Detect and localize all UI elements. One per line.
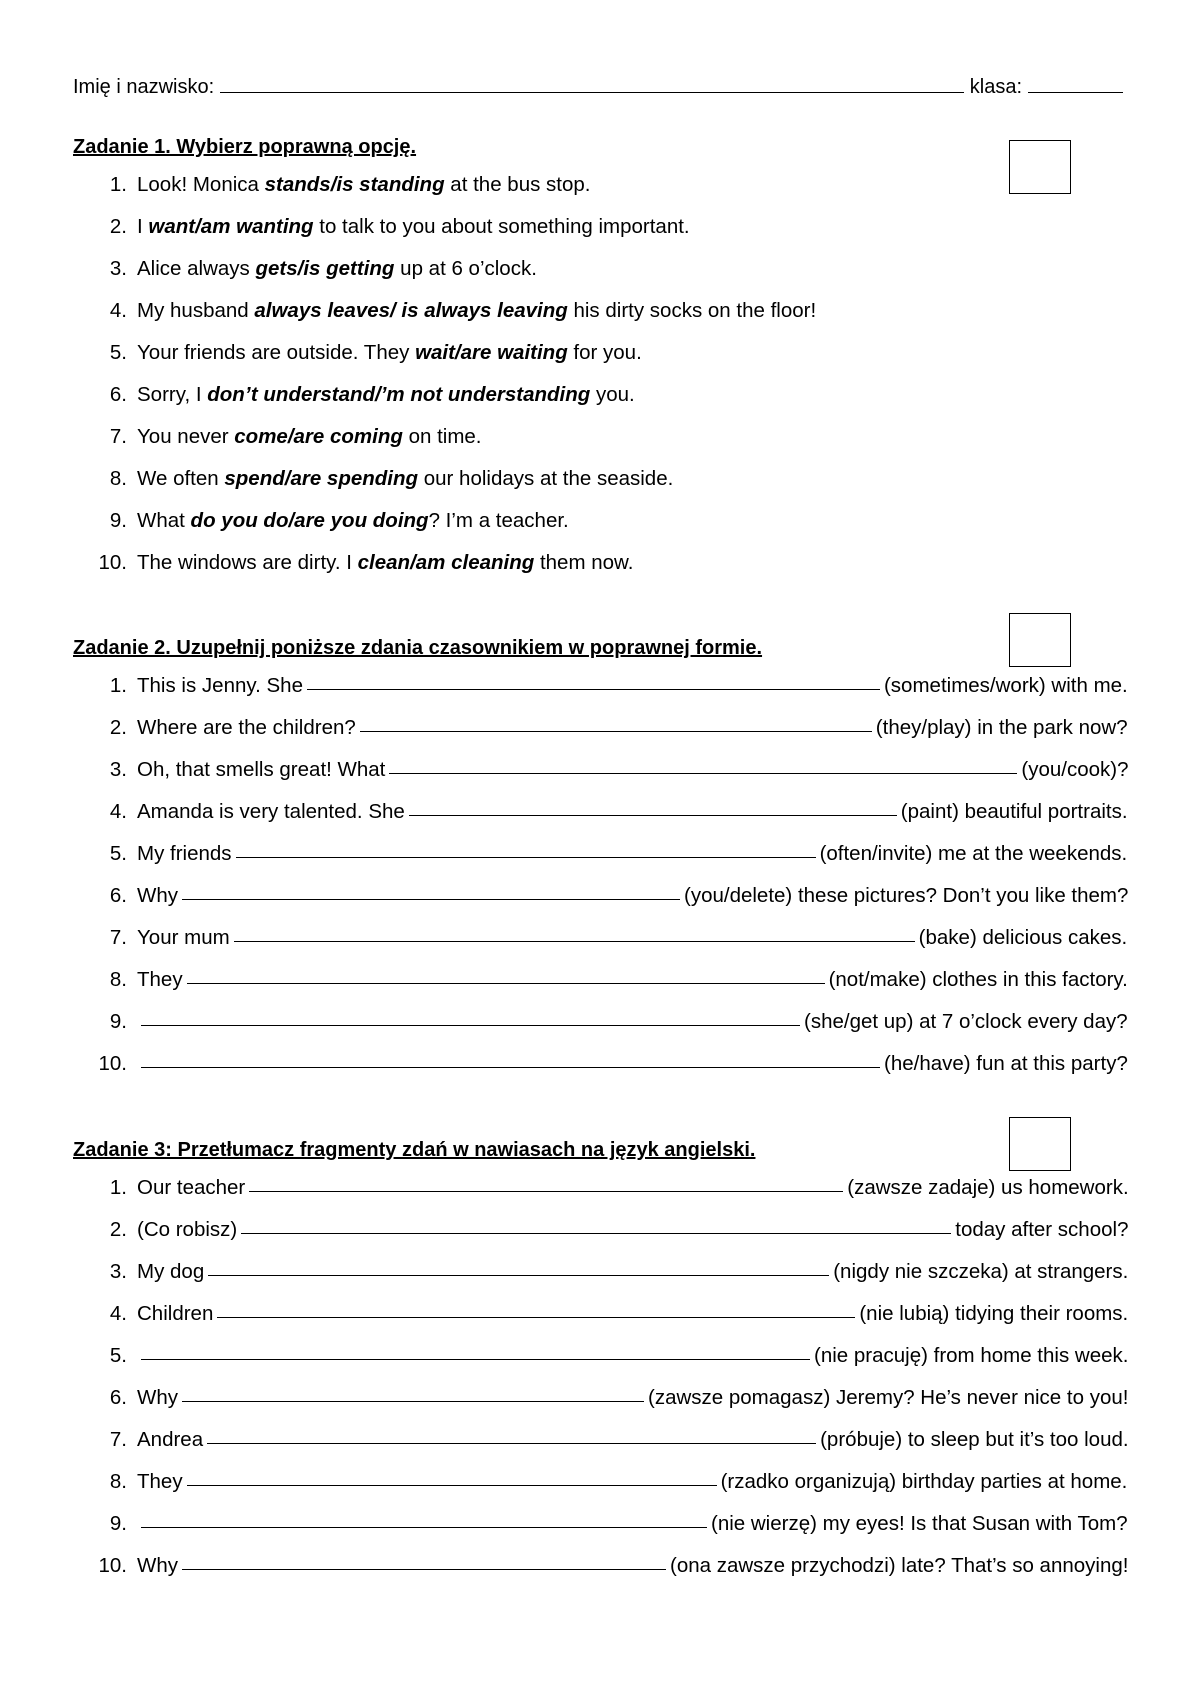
sentence-start: My dog bbox=[137, 1260, 205, 1283]
answer-blank[interactable] bbox=[208, 1251, 829, 1276]
item-number: 10. bbox=[98, 1554, 127, 1577]
sentence-start: Oh, that smells great! What bbox=[137, 758, 386, 781]
sentence-end: you. bbox=[590, 383, 635, 406]
list-item bbox=[73, 1503, 1133, 1545]
sentence-start: Your mum bbox=[137, 926, 230, 949]
item-number: 2. bbox=[109, 1218, 127, 1241]
item-number: 6. bbox=[109, 884, 127, 907]
item-number: 3. bbox=[109, 1260, 127, 1283]
sentence-start: (Co robisz) bbox=[137, 1218, 238, 1241]
list-item bbox=[73, 374, 1133, 416]
sentence-end: for you. bbox=[567, 341, 642, 364]
answer-blank[interactable] bbox=[307, 665, 880, 690]
answer-blank[interactable] bbox=[141, 1335, 810, 1360]
sentence-end: (rzadko organizują) birthday parties at home. bbox=[720, 1470, 1128, 1493]
sentence-start: I bbox=[137, 215, 149, 238]
item-number: 7. bbox=[109, 926, 127, 949]
task-1-title: Zadanie 1. Wybierz poprawną opcję. bbox=[73, 136, 417, 158]
list-item bbox=[73, 665, 1133, 707]
sentence-start: Alice always bbox=[137, 257, 256, 280]
list-item bbox=[73, 206, 1133, 248]
sentence-end: on time. bbox=[402, 425, 482, 448]
sentence-end: our holidays at the seaside. bbox=[418, 467, 674, 490]
sentence-start: Why bbox=[137, 1386, 178, 1409]
item-number: 9. bbox=[109, 509, 127, 532]
answer-blank[interactable] bbox=[236, 833, 816, 858]
item-number: 4. bbox=[109, 800, 127, 823]
list-item bbox=[73, 917, 1133, 959]
sentence-end: up at 6 o’clock. bbox=[394, 257, 537, 280]
sentence-start: My friends bbox=[137, 842, 232, 865]
item-sentence bbox=[137, 458, 673, 500]
item-number: 8. bbox=[109, 467, 127, 490]
sentence-start: They bbox=[137, 968, 183, 991]
sentence-start: Sorry, I bbox=[137, 383, 208, 406]
answer-blank[interactable] bbox=[217, 1293, 855, 1318]
item-number: 10. bbox=[98, 551, 127, 574]
list-item bbox=[73, 164, 1133, 206]
list-item bbox=[73, 1545, 1133, 1587]
sentence-end: (zawsze zadaje) us homework. bbox=[847, 1176, 1129, 1199]
list-item bbox=[73, 290, 1133, 332]
sentence-start: Amanda is very talented. She bbox=[137, 800, 405, 823]
item-number: 4. bbox=[109, 1302, 127, 1325]
sentence-start: They bbox=[137, 1470, 183, 1493]
sentence-end: (she/get up) at 7 o’clock every day? bbox=[804, 1010, 1128, 1033]
sentence-end: (nigdy nie szczeka) at strangers. bbox=[833, 1260, 1129, 1283]
sentence-end: (zawsze pomagasz) Jeremy? He’s never nice to you! bbox=[648, 1386, 1129, 1409]
answer-blank[interactable] bbox=[141, 1043, 880, 1068]
item-sentence bbox=[137, 164, 590, 206]
item-number: 2. bbox=[109, 215, 127, 238]
sentence-end: (often/invite) me at the weekends. bbox=[819, 842, 1128, 865]
list-item bbox=[73, 749, 1133, 791]
item-sentence bbox=[137, 500, 569, 542]
item-number: 3. bbox=[109, 257, 127, 280]
sentence-end: to talk to you about something important. bbox=[313, 215, 690, 238]
sentence-start: The windows are dirty. I bbox=[137, 551, 358, 574]
answer-blank[interactable] bbox=[409, 791, 897, 816]
item-number: 9. bbox=[109, 1010, 127, 1033]
sentence-end: today after school? bbox=[955, 1218, 1129, 1241]
sentence-start: Why bbox=[137, 884, 178, 907]
item-number: 4. bbox=[109, 299, 127, 322]
task-2-score-box[interactable] bbox=[1009, 613, 1071, 667]
item-number: 7. bbox=[109, 1428, 127, 1451]
task-2-list bbox=[73, 665, 1133, 1085]
sentence-start: Our teacher bbox=[137, 1176, 246, 1199]
answer-blank[interactable] bbox=[207, 1419, 816, 1444]
list-item bbox=[73, 1377, 1133, 1419]
sentence-end: (nie wierzę) my eyes! Is that Susan with Tom? bbox=[711, 1512, 1128, 1535]
name-label: Imię i nazwisko: bbox=[73, 76, 215, 98]
answer-blank[interactable] bbox=[249, 1167, 843, 1192]
item-sentence bbox=[137, 332, 642, 374]
item-number: 8. bbox=[109, 968, 127, 991]
answer-blank[interactable] bbox=[187, 1461, 717, 1486]
sentence-end: (paint) beautiful portraits. bbox=[900, 800, 1128, 823]
sentence-start: Where are the children? bbox=[137, 716, 356, 739]
task-2-section bbox=[73, 631, 1133, 1085]
item-number: 2. bbox=[109, 716, 127, 739]
answer-blank[interactable] bbox=[141, 1503, 707, 1528]
sentence-end: at the bus stop. bbox=[444, 173, 591, 196]
answer-options[interactable]: come/are coming bbox=[234, 425, 403, 448]
answer-blank[interactable] bbox=[241, 1209, 951, 1234]
list-item bbox=[73, 791, 1133, 833]
class-field[interactable] bbox=[1028, 74, 1123, 93]
item-number: 8. bbox=[109, 1470, 127, 1493]
sentence-start: Your friends are outside. They bbox=[137, 341, 416, 364]
list-item bbox=[73, 1167, 1133, 1209]
task-3-list bbox=[73, 1167, 1133, 1587]
answer-blank[interactable] bbox=[389, 749, 1017, 774]
sentence-end: ? I’m a teacher. bbox=[428, 509, 569, 532]
sentence-start: We often bbox=[137, 467, 225, 490]
list-item bbox=[73, 1209, 1133, 1251]
answer-options[interactable]: do you do/are you doing bbox=[190, 509, 429, 532]
item-sentence bbox=[137, 206, 690, 248]
sentence-end: (you/delete) these pictures? Don’t you like them? bbox=[684, 884, 1129, 907]
task-1-section bbox=[73, 130, 1133, 584]
sentence-end: (they/play) in the park now? bbox=[875, 716, 1128, 739]
item-sentence bbox=[137, 248, 537, 290]
item-sentence bbox=[137, 374, 635, 416]
sentence-end: (he/have) fun at this party? bbox=[884, 1052, 1128, 1075]
sentence-start: You never bbox=[137, 425, 235, 448]
sentence-start: This is Jenny. She bbox=[137, 674, 303, 697]
item-number: 3. bbox=[109, 758, 127, 781]
sentence-end: (nie pracuję) from home this week. bbox=[814, 1344, 1129, 1367]
sentence-start: Why bbox=[137, 1554, 178, 1577]
answer-options[interactable]: spend/are spending bbox=[224, 467, 419, 490]
answer-options[interactable]: wait/are waiting bbox=[415, 341, 568, 364]
sentence-end: (not/make) clothes in this factory. bbox=[828, 968, 1128, 991]
task-1-score-box[interactable] bbox=[1009, 140, 1071, 194]
item-sentence bbox=[137, 542, 633, 584]
list-item bbox=[73, 833, 1133, 875]
task-3-title: Zadanie 3: Przetłumacz fragmenty zdań w nawiasach na język angielski. bbox=[73, 1139, 756, 1161]
list-item bbox=[73, 416, 1133, 458]
answer-options[interactable]: stands/is standing bbox=[264, 173, 445, 196]
sentence-end: (bake) delicious cakes. bbox=[918, 926, 1128, 949]
answer-blank[interactable] bbox=[182, 875, 680, 900]
item-sentence bbox=[137, 290, 816, 332]
item-number: 9. bbox=[109, 1512, 127, 1535]
list-item bbox=[73, 542, 1133, 584]
task-1-list bbox=[73, 164, 1133, 584]
task-2-title: Zadanie 2. Uzupełnij poniższe zdania czasownikiem w poprawnej formie. bbox=[73, 637, 763, 659]
answer-options[interactable]: always leaves/ is always leaving bbox=[254, 299, 568, 322]
item-number: 1. bbox=[109, 1176, 127, 1199]
sentence-start: Children bbox=[137, 1302, 214, 1325]
item-number: 1. bbox=[109, 173, 127, 196]
sentence-end: (you/cook)? bbox=[1021, 758, 1129, 781]
list-item bbox=[73, 458, 1133, 500]
sentence-end: (ona zawsze przychodzi) late? That’s so annoying! bbox=[670, 1554, 1129, 1577]
answer-options[interactable]: want/am wanting bbox=[148, 215, 314, 238]
class-label: klasa: bbox=[969, 76, 1022, 98]
sentence-start: What bbox=[137, 509, 191, 532]
answer-blank[interactable] bbox=[234, 917, 915, 942]
answer-blank[interactable] bbox=[360, 707, 872, 732]
task-3-section bbox=[73, 1133, 1133, 1587]
name-field[interactable] bbox=[220, 74, 964, 93]
sentence-start: My husband bbox=[137, 299, 255, 322]
sentence-start: Look! Monica bbox=[137, 173, 265, 196]
item-number: 6. bbox=[109, 1386, 127, 1409]
list-item bbox=[73, 707, 1133, 749]
list-item bbox=[73, 1001, 1133, 1043]
item-number: 5. bbox=[109, 842, 127, 865]
sentence-end: (próbuje) to sleep but it’s too loud. bbox=[820, 1428, 1129, 1451]
list-item bbox=[73, 1335, 1133, 1377]
item-number: 6. bbox=[109, 383, 127, 406]
answer-blank[interactable] bbox=[182, 1377, 644, 1402]
list-item bbox=[73, 1251, 1133, 1293]
list-item bbox=[73, 959, 1133, 1001]
item-number: 5. bbox=[109, 341, 127, 364]
sentence-end: (sometimes/work) with me. bbox=[883, 674, 1128, 697]
list-item bbox=[73, 1419, 1133, 1461]
answer-blank[interactable] bbox=[187, 959, 825, 984]
sentence-end: (nie lubią) tidying their rooms. bbox=[859, 1302, 1129, 1325]
sentence-end: them now. bbox=[534, 551, 634, 574]
list-item bbox=[73, 875, 1133, 917]
sentence-start: Andrea bbox=[137, 1428, 204, 1451]
answer-options[interactable]: gets/is getting bbox=[255, 257, 395, 280]
item-number: 10. bbox=[98, 1052, 127, 1075]
item-number: 1. bbox=[109, 674, 127, 697]
sentence-end: his dirty socks on the floor! bbox=[567, 299, 817, 322]
student-header bbox=[73, 74, 1123, 99]
task-3-score-box[interactable] bbox=[1009, 1117, 1071, 1171]
list-item bbox=[73, 248, 1133, 290]
answer-blank[interactable] bbox=[141, 1001, 800, 1026]
item-sentence bbox=[137, 416, 482, 458]
list-item bbox=[73, 332, 1133, 374]
item-number: 7. bbox=[109, 425, 127, 448]
list-item bbox=[73, 1293, 1133, 1335]
answer-blank[interactable] bbox=[182, 1545, 666, 1570]
item-number: 5. bbox=[109, 1344, 127, 1367]
list-item bbox=[73, 500, 1133, 542]
list-item bbox=[73, 1461, 1133, 1503]
list-item bbox=[73, 1043, 1133, 1085]
answer-options[interactable]: clean/am cleaning bbox=[357, 551, 535, 574]
answer-options[interactable]: don’t understand/’m not understanding bbox=[207, 383, 591, 406]
